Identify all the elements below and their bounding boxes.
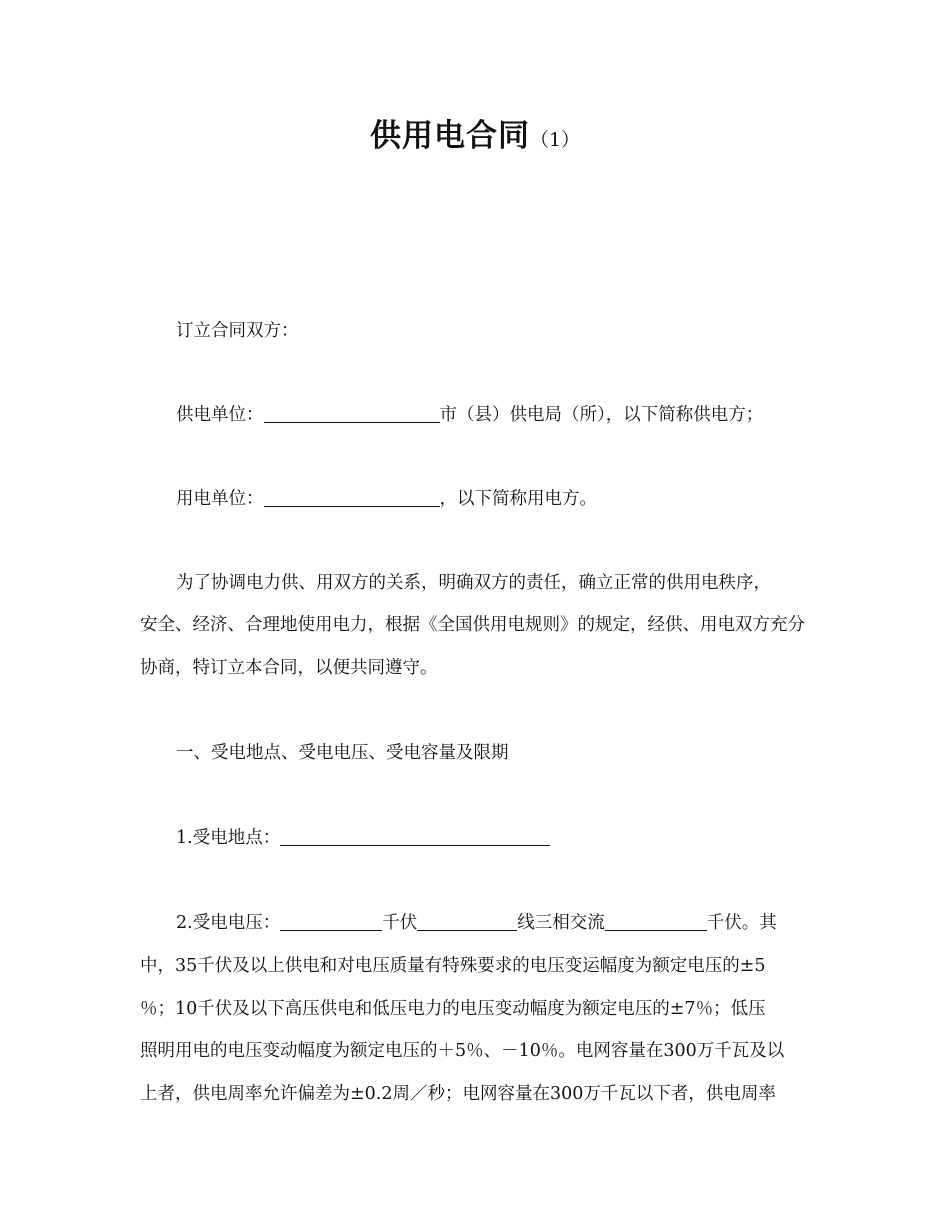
voltage-blank-3 (605, 910, 707, 931)
document-title (0, 112, 950, 165)
parties-heading: 订立合同双方： (176, 321, 299, 341)
item-2-line: 照明用电的电压变动幅度为额定电压的＋5％、－10％。电网容量在300万千瓦及以 (140, 1041, 785, 1061)
item-2-line: 中，35千伏及以上供电和对电压质量有特殊要求的电压变运幅度为额定电压的±5 (140, 956, 766, 976)
item-1-label: 1.受电地点： (176, 828, 281, 848)
supplier-suffix: 市（县）供电局（所），以下简称供电方； (439, 405, 764, 425)
consumer-line (140, 478, 820, 521)
item-1-line (140, 817, 820, 860)
preamble-line: 协商，特订立本合同，以便共同遵守。 (140, 658, 438, 678)
item-2-unit-3: 千伏。其 (706, 913, 777, 933)
section-1-heading: 一、受电地点、受电电压、受电容量及限期 (176, 743, 509, 763)
title-suffix: （1） (529, 129, 581, 151)
supplier-line (140, 394, 820, 437)
supplier-label: 供电单位： (176, 405, 264, 425)
consumer-suffix: ，以下简称用电方。 (439, 489, 597, 509)
preamble-line: 安全、经济、合理地使用电力，根据《全国供用电规则》的规定，经供、用电双方充分 (140, 615, 805, 635)
consumer-blank (264, 486, 440, 507)
item-2-first-line (140, 902, 820, 945)
voltage-blank-1 (280, 910, 382, 931)
item-2-line: 上者，供电周率允许偏差为±0.2周／秒；电网容量在300万千瓦以下者，供电周率 (140, 1084, 776, 1104)
item-2-unit-2: 线三相交流 (517, 913, 605, 933)
preamble-line: 为了协调电力供、用双方的关系，明确双方的责任，确立正常的供用电秩序， (176, 573, 771, 593)
title-text: 供用电合同 (369, 118, 530, 154)
voltage-blank-2 (417, 910, 517, 931)
item-2-label: 2.受电电压： (176, 913, 281, 933)
item-2-line: ％；10千伏及以下高压供电和低压电力的电压变动幅度为额定电压的±7％；低压 (140, 999, 766, 1019)
consumer-label: 用电单位： (176, 489, 264, 509)
item-2-unit-1: 千伏 (382, 913, 418, 933)
item-1-blank (280, 825, 550, 846)
supplier-blank (264, 402, 440, 423)
